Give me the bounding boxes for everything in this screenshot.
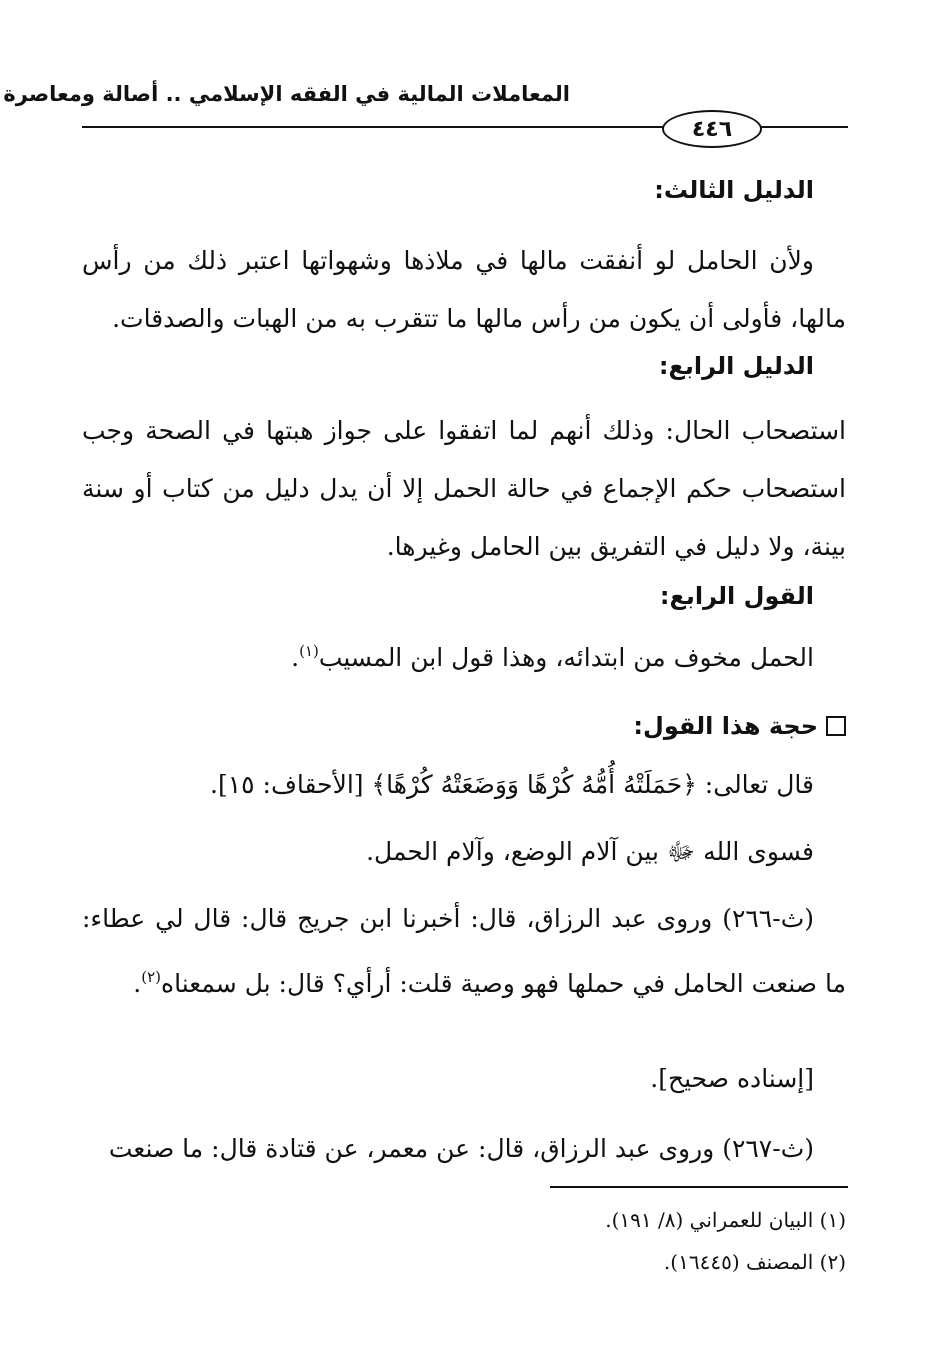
dalil4-paragraph: استصحاب الحال: وذلك أنهم لما اتفقوا على جواز هبتها في الصحة وجب استصحاب حكم الإجماع في حالة الحمل إلا أن يدل دليل من كتاب أو سنة بينة، ولا دليل في التفريق بين الحامل وغيرها. [82, 416, 846, 561]
athar266-end: . [133, 969, 142, 998]
qawl4-end: . [291, 643, 300, 672]
qawl4-heading: القول الرابع: [659, 582, 814, 610]
footnote-separator [550, 1186, 848, 1188]
square-bullet-icon [826, 716, 846, 736]
hujja-heading-text: حجة هذا القول: [633, 712, 818, 740]
footnote-2: (٢) المصنف (١٦٤٤٥). [663, 1250, 846, 1274]
footnote-ref-2: (٢) [141, 968, 162, 986]
dalil3-paragraph: ولأن الحامل لو أنفقت مالها في ملاذها وشهواتها اعتبر ذلك من رأس مالها، فأولى أن يكون من رأس مالها ما تتقرب به من الهبات والصدقات. [82, 246, 846, 333]
dalil3-heading: الدليل الثالث: [654, 176, 814, 204]
footnote-1: (١) البيان للعمراني (٨/ ١٩١). [605, 1208, 846, 1232]
page-number: ٤٤٦ [691, 116, 733, 142]
page-number-badge [662, 110, 762, 148]
athar266-paragraph [82, 890, 846, 1013]
footnote-ref-1: (١) [299, 642, 319, 660]
isnad-line: [إسناده صحيح]. [650, 1064, 814, 1093]
verse-intro: قال تعالى: [696, 770, 814, 799]
athar266-text: (ث-٢٦٦) وروى عبد الرزاق، قال: أخبرنا ابن جريج قال: قال لي عطاء: ما صنعت الحامل في حملها فهو وصية قلت: أرأي؟ قال: بل سمعناه [82, 904, 846, 998]
running-head-title: المعاملات المالية في الفقه الإسلامي .. أصالة ومعاصرة [3, 82, 570, 106]
athar267-paragraph: (ث-٢٦٧) وروى عبد الرزاق، قال: عن معمر، عن قتادة قال: ما صنعت [108, 1134, 814, 1163]
verse-reference: [الأحقاف: ١٥]. [210, 770, 372, 799]
taswiya-line: فسوى الله ﷻ بين آلام الوضع، وآلام الحمل. [366, 837, 814, 866]
quran-verse: ﴿حَمَلَتْهُ أُمُّهُ كُرْهًا وَوَضَعَتْهُ كُرْهًا﴾ [371, 770, 697, 799]
hujja-heading [633, 712, 846, 740]
qawl4-text: الحمل مخوف من ابتدائه، وهذا قول ابن المسيب [318, 643, 814, 672]
verse-line [210, 770, 814, 799]
dalil4-heading: الدليل الرابع: [658, 352, 814, 380]
qawl4-paragraph [291, 642, 814, 672]
